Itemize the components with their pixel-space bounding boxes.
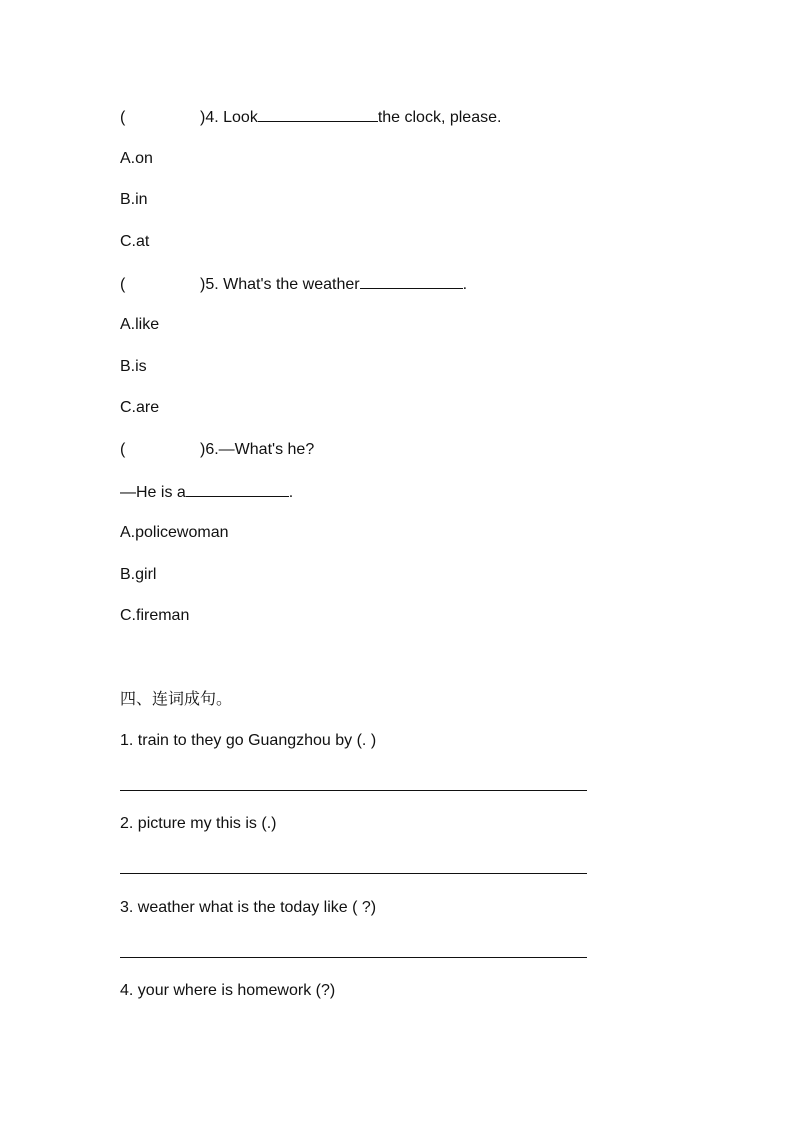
fill-blank[interactable] <box>258 107 378 122</box>
sentence-item-2: 2. picture my this is (.) <box>120 815 277 832</box>
answer-paren: ( <box>120 441 126 458</box>
option-a: A.policewoman <box>120 524 229 541</box>
question-stem: )4. Look <box>200 109 258 126</box>
option-b: B.in <box>120 191 148 208</box>
option-b: B.girl <box>120 566 157 583</box>
sentence-item-4: 4. your where is homework (?) <box>120 982 336 999</box>
question-stem-end: the clock, please. <box>377 109 502 126</box>
option-b: B.is <box>120 358 147 375</box>
question-4 <box>120 107 501 128</box>
fill-blank[interactable] <box>186 482 289 497</box>
question-5 <box>120 274 467 295</box>
sentence-item-1: 1. train to they go Guangzhou by (. ) <box>120 732 377 749</box>
answer-paren: ( <box>120 276 126 293</box>
option-c: C.are <box>120 399 160 416</box>
section-heading: 四、连词成句。 <box>120 691 233 708</box>
answer-suffix: . <box>288 484 294 501</box>
answer-prefix: —He is a <box>120 484 186 501</box>
sentence-item-3: 3. weather what is the today like ( ?) <box>120 899 377 916</box>
fill-blank[interactable] <box>360 274 463 289</box>
answer-line-3[interactable] <box>120 957 587 958</box>
question-6 <box>120 440 314 460</box>
option-c: C.fireman <box>120 607 190 624</box>
option-a: A.like <box>120 316 160 333</box>
answer-line-1[interactable] <box>120 790 587 791</box>
question-stem: )5. What's the weather <box>200 276 360 293</box>
option-a: A.on <box>120 150 153 167</box>
question-stem-end: . <box>462 276 468 293</box>
question-6-answer-line <box>120 482 293 503</box>
answer-paren: ( <box>120 109 126 126</box>
answer-line-2[interactable] <box>120 873 587 874</box>
question-stem: )6.—What's he? <box>200 441 315 458</box>
option-c: C.at <box>120 233 150 250</box>
